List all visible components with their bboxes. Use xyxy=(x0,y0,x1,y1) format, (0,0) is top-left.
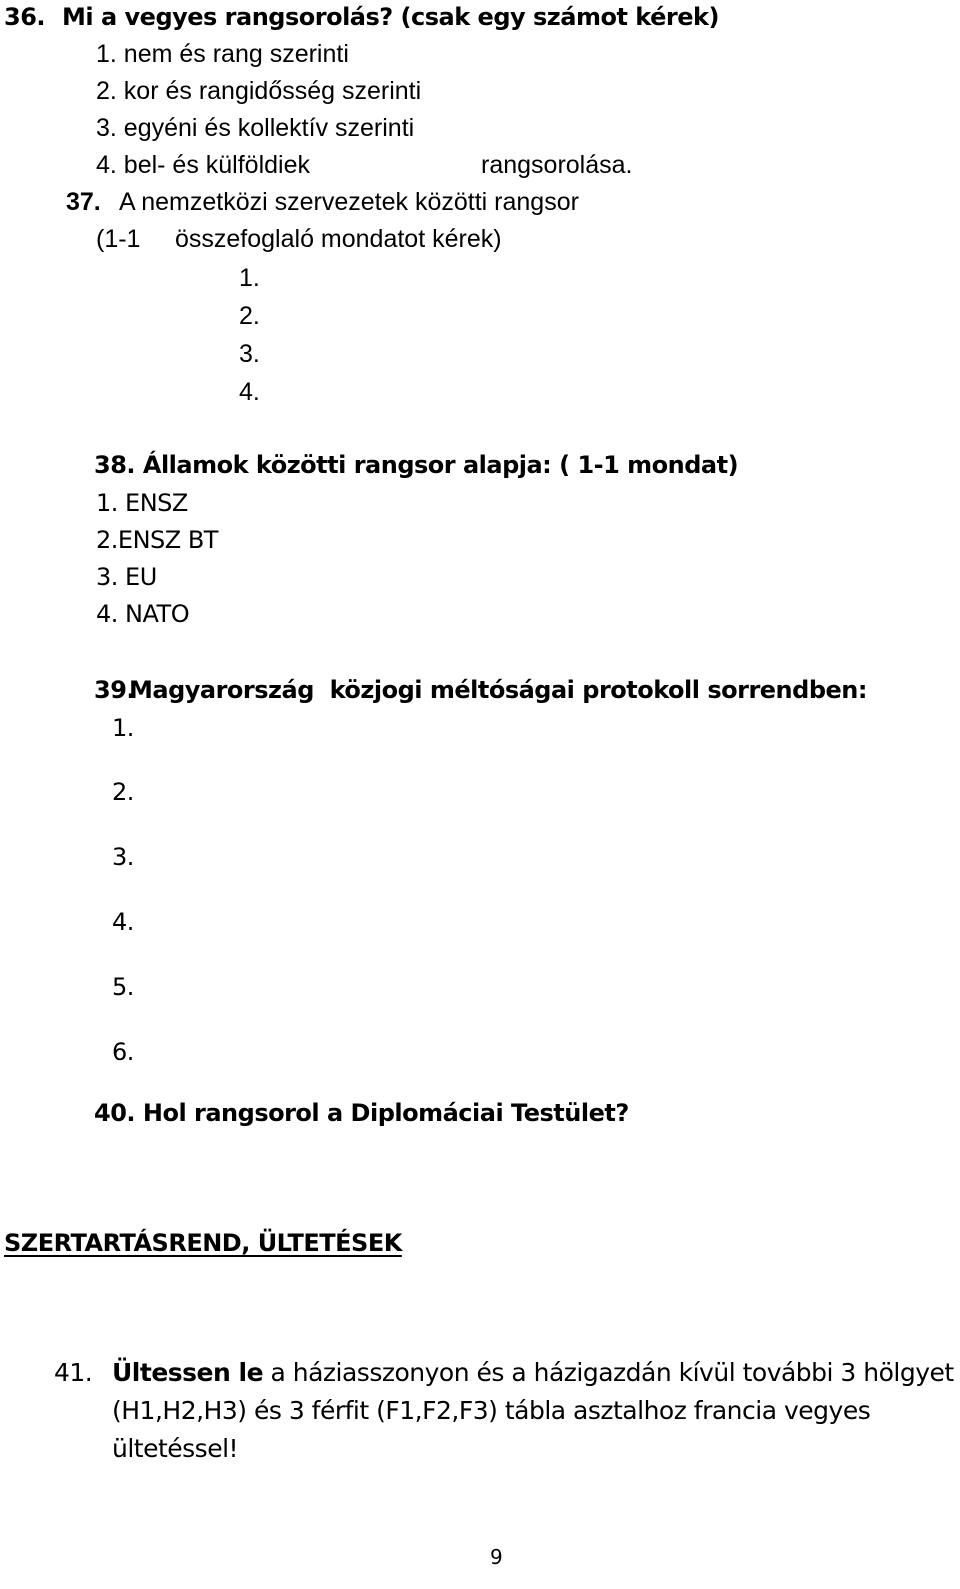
q37-instruction: összefoglaló mondatot kérek) xyxy=(175,225,502,253)
q38-title: 38. Államok közötti rangsor alapja: ( 1-1 mondat) xyxy=(94,451,739,479)
page-number: 9 xyxy=(490,1545,503,1569)
q39-item-2: 2. xyxy=(112,778,134,806)
q37-number: 37. xyxy=(66,188,101,216)
q37-item-3: 3. xyxy=(239,340,260,368)
q40-title: 40. Hol rangsorol a Diplomáciai Testület? xyxy=(94,1099,629,1127)
q37-item-2: 2. xyxy=(239,302,260,330)
q39-item-6: 6. xyxy=(112,1038,134,1066)
q41-line-2: (H1,H2,H3) és 3 férfit (F1,F2,F3) tábla asztalhoz francia vegyes xyxy=(112,1396,871,1425)
q38-item-1: 1. ENSZ xyxy=(96,489,188,517)
section-heading: SZERTARTÁSREND, ÜLTETÉSEK xyxy=(4,1229,402,1257)
q36-option-4: 4. bel- és külföldiek xyxy=(96,151,311,179)
q38-item-3: 3. EU xyxy=(96,563,157,591)
q41-bold-lead: Ültessen le xyxy=(112,1358,264,1387)
q36-option-3: 3. egyéni és kollektív szerinti xyxy=(96,114,415,142)
q37-item-1: 1. xyxy=(239,264,260,292)
q39-title: Magyarország közjogi méltóságai protokoll sorrendben: xyxy=(129,676,867,704)
q36-title: Mi a vegyes rangsorolás? (csak egy számot kérek) xyxy=(62,3,719,31)
q39-item-4: 4. xyxy=(112,908,134,936)
q39-item-3: 3. xyxy=(112,843,134,871)
q38-item-2: 2.ENSZ BT xyxy=(96,526,218,554)
q37-item-4: 4. xyxy=(239,378,260,406)
q39-number: 39. xyxy=(94,676,136,704)
q36-option-2: 2. kor és rangidősség szerinti xyxy=(96,77,422,105)
q36-option-4-suffix: rangsorolása. xyxy=(481,151,633,179)
q41-line-3: ültetéssel! xyxy=(112,1434,239,1463)
q39-item-5: 5. xyxy=(112,973,134,1001)
q38-item-4: 4. NATO xyxy=(96,600,190,628)
q36-number: 36. xyxy=(4,3,46,31)
q41-line-1-rest: a háziasszonyon és a házigazdán kívül további 3 hölgyet xyxy=(263,1358,954,1387)
q37-title: A nemzetközi szervezetek közötti rangsor xyxy=(119,188,579,216)
q36-option-1: 1. nem és rang szerinti xyxy=(96,40,349,68)
q41-number: 41. xyxy=(54,1358,93,1387)
q39-item-1: 1. xyxy=(112,714,134,742)
q37-paren-open: (1-1 xyxy=(96,225,141,253)
q41-line-1 xyxy=(112,1360,954,1385)
